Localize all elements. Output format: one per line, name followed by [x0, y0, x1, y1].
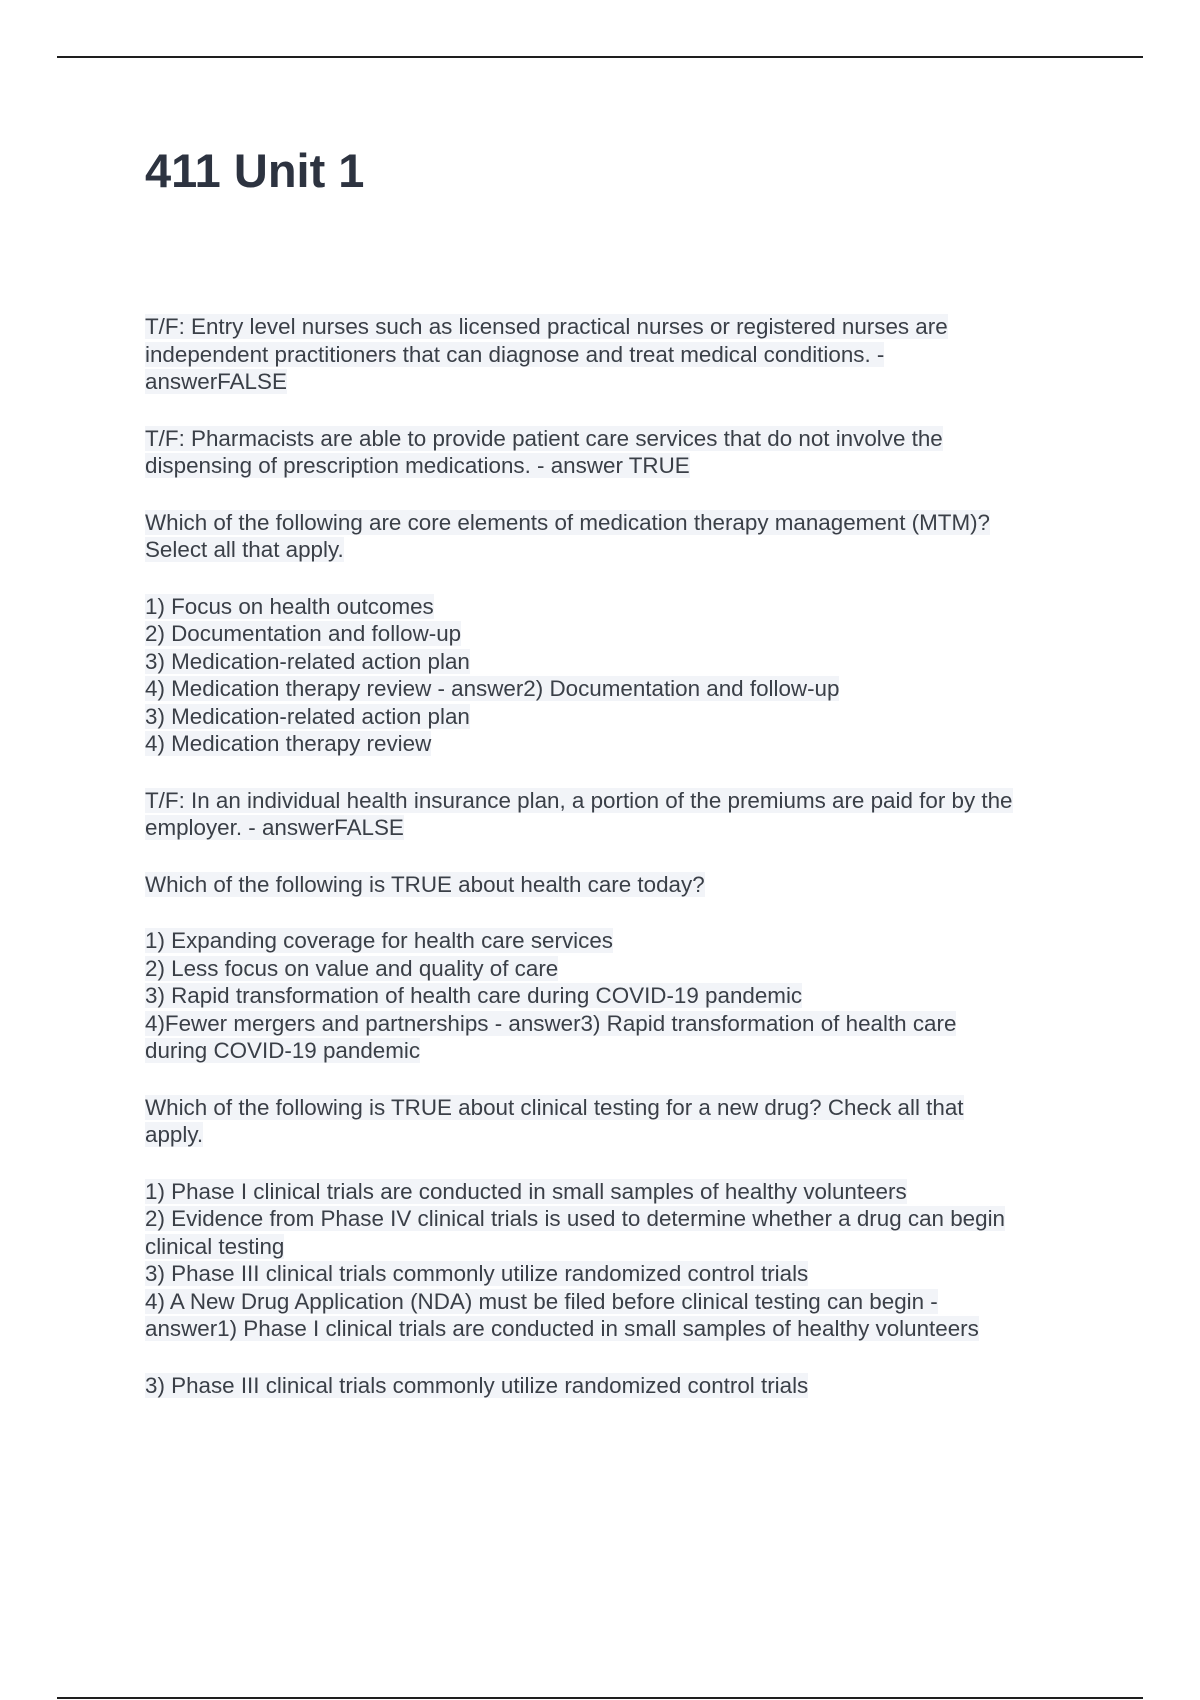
- text-line: clinical testing: [145, 1233, 285, 1259]
- text-line: apply.: [145, 1122, 204, 1147]
- text-line: Which of the following is TRUE about health care today?: [145, 871, 705, 897]
- text-line: 2) Less focus on value and quality of care: [145, 955, 559, 981]
- text-line: Which of the following are core elements of medication therapy management (MTM)?: [145, 509, 991, 535]
- header-rule: [57, 56, 1143, 58]
- text-line: 1) Phase I clinical trials are conducted in small samples of healthy volunteers: [145, 1178, 907, 1204]
- text-line: 1) Expanding coverage for health care services: [145, 928, 613, 953]
- text-line: 1) Focus on health outcomes: [145, 593, 434, 619]
- paragraph: [145, 425, 1090, 480]
- footer-rule: [57, 1697, 1143, 1699]
- paragraph: [145, 1372, 1090, 1400]
- text-line: 4) Medication therapy review - answer2) Documentation and follow-up: [145, 676, 840, 701]
- text-line: 3) Medication-related action plan: [145, 648, 470, 674]
- paragraph: [145, 787, 1090, 842]
- text-line: answer1) Phase I clinical trials are conducted in small samples of healthy volunteers: [145, 1316, 979, 1341]
- paragraph: [145, 871, 1090, 899]
- text-line: Which of the following is TRUE about clinical testing for a new drug? Check all that: [145, 1094, 964, 1120]
- text-line: 3) Phase III clinical trials commonly utilize randomized control trials: [145, 1261, 809, 1286]
- qa-section: [145, 313, 1090, 1428]
- text-line: 3) Medication-related action plan: [145, 703, 470, 729]
- paragraph: [145, 927, 1090, 1065]
- paragraph: [145, 1094, 1090, 1149]
- text-line: 4)Fewer mergers and partnerships - answer3) Rapid transformation of health care: [145, 1010, 957, 1036]
- paragraph: [145, 509, 1090, 564]
- text-line: 3) Phase III clinical trials commonly utilize randomized control trials: [145, 1372, 809, 1398]
- text-line: T/F: Pharmacists are able to provide patient care services that do not involve the: [145, 425, 943, 451]
- text-line: independent practitioners that can diagnose and treat medical conditions. -: [145, 341, 885, 367]
- text-line: during COVID-19 pandemic: [145, 1038, 421, 1063]
- text-line: 3) Rapid transformation of health care during COVID-19 pandemic: [145, 983, 803, 1008]
- text-line: 2) Evidence from Phase IV clinical trials is used to determine whether a drug can begin: [145, 1206, 1005, 1231]
- text-line: 4) A New Drug Application (NDA) must be filed before clinical testing can begin -: [145, 1288, 938, 1314]
- text-line: Select all that apply.: [145, 537, 344, 562]
- paragraph: [145, 1178, 1090, 1343]
- text-line: employer. - answerFALSE: [145, 815, 404, 840]
- text-line: dispensing of prescription medications. - answer TRUE: [145, 453, 690, 478]
- text-line: 4) Medication therapy review: [145, 731, 432, 756]
- text-line: 2) Documentation and follow-up: [145, 621, 462, 646]
- text-line: answerFALSE: [145, 369, 287, 394]
- paragraph: [145, 593, 1090, 758]
- text-line: T/F: In an individual health insurance plan, a portion of the premiums are paid for by the: [145, 787, 1013, 813]
- text-line: T/F: Entry level nurses such as licensed practical nurses or registered nurses are: [145, 314, 948, 339]
- paragraph: [145, 313, 1090, 396]
- page-title: 411 Unit 1: [145, 144, 365, 197]
